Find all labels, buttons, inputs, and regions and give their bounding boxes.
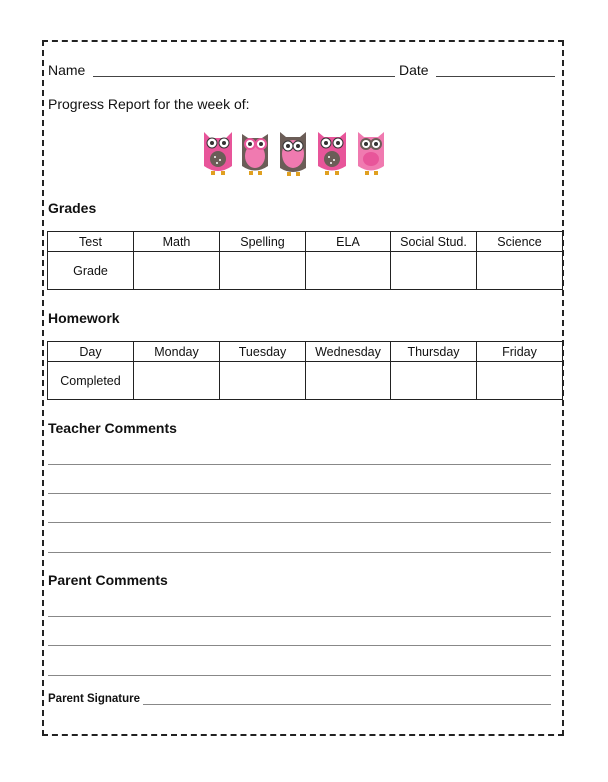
homework-cell-friday[interactable] (477, 362, 563, 400)
table-row (48, 362, 563, 400)
parent-comments-title: Parent Comments (48, 572, 168, 588)
homework-header-monday: Monday (134, 342, 220, 362)
owl-icon (242, 134, 268, 175)
owl-icon (358, 132, 384, 175)
progress-label: Progress Report for the week of: (48, 96, 250, 112)
teacher-comment-line[interactable] (48, 552, 551, 553)
owl-icon (204, 132, 232, 175)
parent-comment-line[interactable] (48, 616, 551, 617)
teacher-comment-line[interactable] (48, 522, 551, 523)
grades-row-label: Grade (48, 252, 134, 290)
homework-row-label: Completed (48, 362, 134, 400)
homework-header-tuesday: Tuesday (220, 342, 306, 362)
grades-header-math: Math (134, 232, 220, 252)
homework-header-thursday: Thursday (391, 342, 477, 362)
grades-header-spelling: Spelling (220, 232, 306, 252)
homework-header-wednesday: Wednesday (306, 342, 391, 362)
homework-cell-tuesday[interactable] (220, 362, 306, 400)
homework-title: Homework (48, 310, 120, 326)
date-field[interactable] (436, 76, 555, 77)
grades-header-social-studies: Social Stud. (391, 232, 477, 252)
grades-title: Grades (48, 200, 97, 216)
homework-cell-monday[interactable] (134, 362, 220, 400)
grades-header-science: Science (477, 232, 563, 252)
parent-signature-label: Parent Signature (48, 693, 141, 705)
homework-header-day: Day (48, 342, 134, 362)
parent-comment-line[interactable] (48, 675, 551, 676)
grade-cell-math[interactable] (134, 252, 220, 290)
grade-cell-science[interactable] (477, 252, 563, 290)
homework-table (47, 341, 563, 400)
date-label: Date (399, 62, 429, 78)
owl-icon (318, 132, 346, 175)
grades-table (47, 231, 563, 290)
name-field[interactable] (93, 76, 395, 77)
owls-illustration (200, 126, 395, 178)
grade-cell-social-studies[interactable] (391, 252, 477, 290)
teacher-comment-line[interactable] (48, 493, 551, 494)
table-row (48, 232, 563, 252)
homework-cell-thursday[interactable] (391, 362, 477, 400)
homework-cell-wednesday[interactable] (306, 362, 391, 400)
teacher-comments-title: Teacher Comments (48, 420, 177, 436)
grade-cell-spelling[interactable] (220, 252, 306, 290)
owl-icon (280, 132, 306, 176)
homework-header-friday: Friday (477, 342, 563, 362)
parent-comment-line[interactable] (48, 645, 551, 646)
grades-header-ela: ELA (306, 232, 391, 252)
name-label: Name (48, 62, 86, 78)
parent-signature-field[interactable] (143, 704, 551, 705)
grade-cell-ela[interactable] (306, 252, 391, 290)
grades-header-test: Test (48, 232, 134, 252)
table-row (48, 252, 563, 290)
teacher-comment-line[interactable] (48, 464, 551, 465)
table-row (48, 342, 563, 362)
